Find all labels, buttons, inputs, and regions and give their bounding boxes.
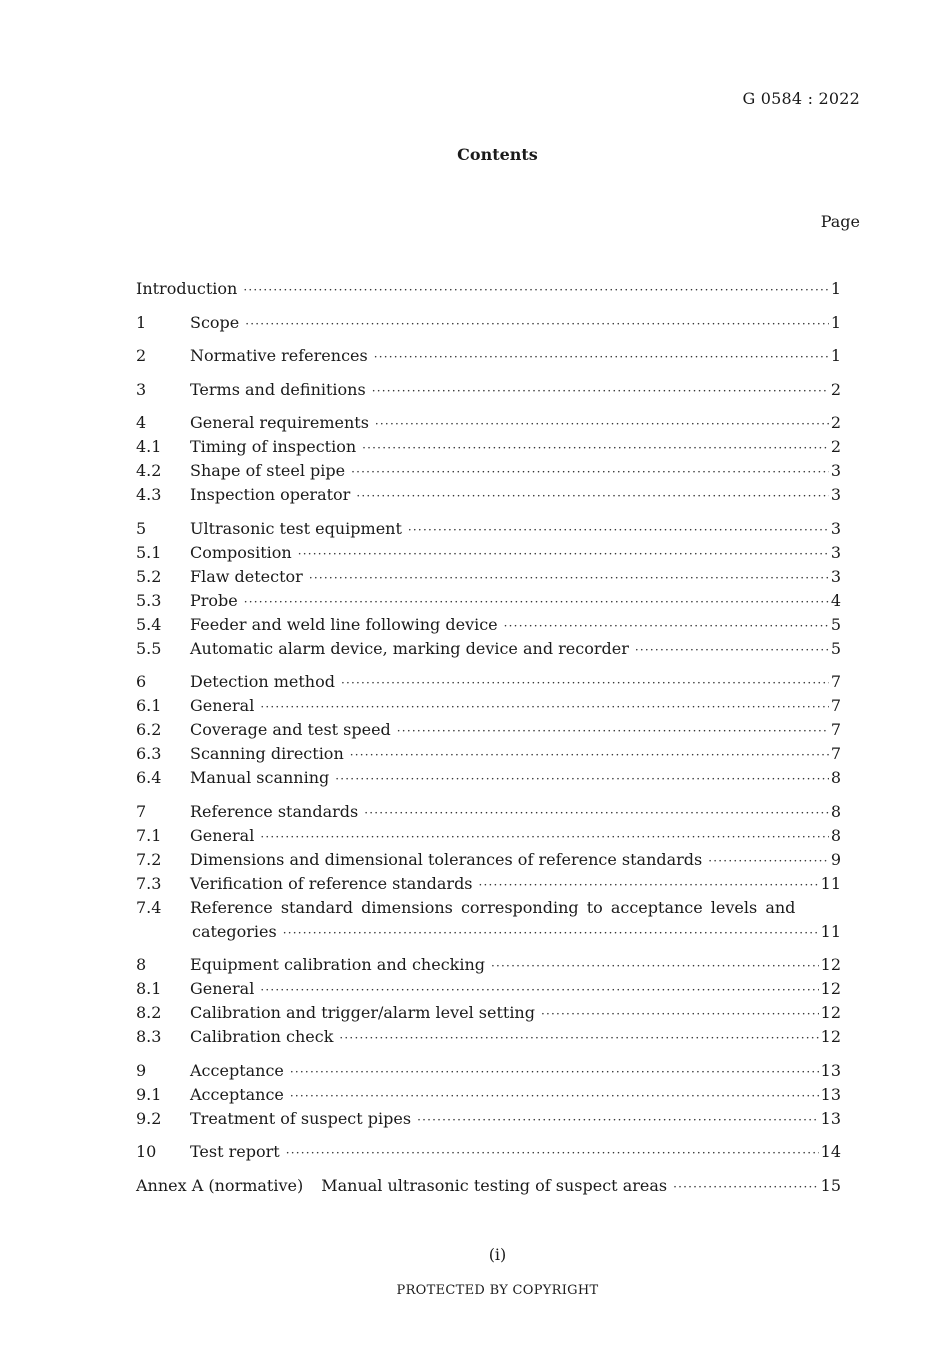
- toc-entry[interactable]: [136, 378, 841, 402]
- toc-entry[interactable]: [136, 896, 841, 944]
- toc-section-number: 6.4: [136, 768, 162, 787]
- toc-page-number: 8: [830, 825, 841, 845]
- toc-entry[interactable]: [136, 411, 841, 435]
- toc-section-title: General requirements: [190, 413, 369, 432]
- toc-leader-dots: [260, 978, 818, 1002]
- toc-section-number: 3: [136, 379, 147, 399]
- toc-leader-dots: [298, 542, 829, 566]
- toc-page-number: 1: [830, 312, 841, 332]
- toc-leader-dots: [417, 1108, 819, 1132]
- toc-leader-dots: [339, 1026, 818, 1050]
- toc-section-number: 8: [136, 955, 147, 974]
- toc-section-title: Terms and definitions: [190, 379, 366, 399]
- toc-page-number: 12: [820, 1003, 841, 1022]
- toc-section-title: General: [190, 979, 255, 998]
- toc-leader-dots: [243, 278, 828, 302]
- toc-section-number: 5.4: [136, 614, 162, 634]
- toc-entry[interactable]: [136, 1001, 841, 1025]
- table-of-contents: [136, 277, 841, 1198]
- toc-page-number: 3: [830, 518, 841, 538]
- toc-page-number: 3: [830, 461, 841, 480]
- toc-section-number: 9: [136, 1060, 147, 1080]
- toc-leader-dots: [283, 921, 819, 945]
- toc-leader-dots: [364, 801, 829, 825]
- toc-section-number: 7.3: [136, 873, 162, 893]
- toc-page-number: 7: [830, 720, 841, 739]
- toc-leader-dots: [491, 954, 819, 978]
- toc-entry[interactable]: [136, 311, 841, 335]
- toc-entry[interactable]: [136, 1025, 841, 1049]
- toc-section-number: 4.1: [136, 437, 162, 456]
- toc-section-title: Feeder and weld line following device: [190, 614, 498, 634]
- toc-section-number: 6.3: [136, 744, 162, 763]
- toc-page-number: 5: [830, 614, 841, 634]
- toc-entry[interactable]: [136, 459, 841, 483]
- toc-leader-dots: [635, 638, 829, 662]
- toc-leader-dots: [290, 1084, 819, 1108]
- toc-page-number: 13: [820, 1060, 841, 1080]
- toc-leader-dots: [335, 767, 829, 791]
- toc-section-title: Verification of reference standards: [190, 873, 473, 893]
- toc-entry[interactable]: [136, 277, 841, 301]
- toc-page-number: 3: [830, 566, 841, 586]
- toc-leader-dots: [244, 590, 829, 614]
- toc-section-title: Acceptance: [190, 1060, 284, 1080]
- toc-page-number: 1: [830, 279, 841, 298]
- toc-section-title: Calibration and trigger/alarm level setting: [190, 1003, 535, 1022]
- toc-entry[interactable]: [136, 1059, 841, 1083]
- toc-leader-dots: [260, 695, 828, 719]
- toc-entry[interactable]: [136, 517, 841, 541]
- toc-section-title: Ultrasonic test equipment: [190, 518, 402, 538]
- toc-section-number: 7.4: [136, 897, 162, 917]
- toc-section-title: Flaw detector: [190, 566, 303, 586]
- toc-section-title: Shape of steel pipe: [190, 461, 346, 480]
- toc-section-title: Reference standard dimensions corresponding to acceptance levels and: [190, 897, 796, 917]
- toc-page-number: 9: [830, 849, 841, 869]
- toc-page-number: 11: [820, 921, 841, 941]
- toc-entry[interactable]: [136, 694, 841, 718]
- toc-entry[interactable]: [136, 848, 841, 872]
- toc-entry[interactable]: [136, 977, 841, 1001]
- toc-section-number: 9.1: [136, 1084, 162, 1104]
- toc-entry[interactable]: [136, 670, 841, 694]
- toc-section-number: 2: [136, 346, 147, 365]
- toc-entry[interactable]: [136, 565, 841, 589]
- toc-section-number: 5.1: [136, 542, 162, 562]
- footer-page-number: (i): [488, 1245, 507, 1264]
- toc-entry[interactable]: [136, 637, 841, 661]
- toc-leader-dots: [341, 671, 829, 695]
- toc-entry[interactable]: [136, 613, 841, 637]
- toc-section-number: 5: [136, 518, 147, 538]
- toc-leader-dots: [350, 743, 829, 767]
- toc-section-number: 6: [136, 672, 147, 691]
- toc-section-title: Coverage and test speed: [190, 720, 391, 739]
- copyright-notice: PROTECTED BY COPYRIGHT: [396, 1283, 599, 1298]
- toc-section-number: 5.3: [136, 590, 162, 610]
- toc-page-number: 3: [830, 485, 841, 504]
- toc-page-number: 12: [820, 955, 841, 974]
- toc-section-number: 7.2: [136, 849, 162, 869]
- toc-leader-dots: [408, 518, 829, 542]
- toc-entry[interactable]: [136, 742, 841, 766]
- page-column-label: Page: [820, 212, 860, 231]
- toc-leader-dots: [309, 566, 829, 590]
- toc-page-number: 2: [830, 413, 841, 432]
- toc-section-number: 6.1: [136, 696, 162, 715]
- toc-section-title: Timing of inspection: [190, 437, 357, 456]
- toc-leader-dots: [260, 825, 828, 849]
- toc-entry[interactable]: [136, 483, 841, 507]
- toc-section-number: 8.3: [136, 1027, 162, 1046]
- toc-section-title: Acceptance: [190, 1084, 284, 1104]
- toc-section-number: 4.2: [136, 461, 162, 480]
- toc-page-number: 12: [820, 979, 841, 998]
- toc-entry[interactable]: [136, 824, 841, 848]
- toc-section-title: Introduction: [136, 279, 238, 298]
- toc-entry[interactable]: [136, 541, 841, 565]
- toc-section-number: 5.5: [136, 638, 162, 658]
- toc-page-number: 1: [830, 346, 841, 365]
- toc-entry[interactable]: [136, 1083, 841, 1107]
- toc-page-number: 12: [820, 1027, 841, 1046]
- toc-leader-dots: [374, 345, 829, 369]
- toc-page-number: 8: [830, 768, 841, 787]
- toc-section-number: 6.2: [136, 720, 162, 739]
- document-id: G 0584 : 2022: [742, 89, 860, 108]
- toc-leader-dots: [286, 1141, 819, 1165]
- toc-section-number: 7.1: [136, 825, 162, 845]
- toc-page-number: 3: [830, 542, 841, 562]
- toc-leader-dots: [673, 1175, 819, 1199]
- annex-title: Manual ultrasonic testing of suspect areas: [321, 1175, 668, 1195]
- toc-leader-dots: [351, 460, 829, 484]
- toc-leader-dots: [372, 379, 829, 403]
- toc-section-number: 8.2: [136, 1003, 162, 1022]
- toc-leader-dots: [245, 312, 829, 336]
- toc-entry[interactable]: [136, 589, 841, 613]
- toc-leader-dots: [290, 1060, 819, 1084]
- toc-page-number: 15: [820, 1175, 841, 1195]
- toc-section-number: 4.3: [136, 485, 162, 504]
- toc-section-number: 1: [136, 312, 147, 332]
- toc-entry[interactable]: [136, 872, 841, 896]
- toc-leader-dots: [479, 873, 819, 897]
- toc-page-number: 13: [820, 1108, 841, 1128]
- toc-section-title: Equipment calibration and checking: [190, 955, 486, 974]
- toc-leader-dots: [708, 849, 829, 873]
- toc-page-number: 7: [830, 696, 841, 715]
- toc-page-number: 4: [830, 590, 841, 610]
- toc-page-number: 2: [830, 379, 841, 399]
- toc-leader-dots: [504, 614, 829, 638]
- toc-entry[interactable]: [136, 1140, 841, 1164]
- toc-section-title: Manual scanning: [190, 768, 330, 787]
- toc-annex-entry[interactable]: [136, 1174, 841, 1198]
- toc-leader-dots: [375, 412, 829, 436]
- toc-section-number: 4: [136, 413, 147, 432]
- toc-entry[interactable]: [136, 953, 841, 977]
- toc-section-number: 9.2: [136, 1108, 162, 1128]
- toc-section-number: 8.1: [136, 979, 162, 998]
- toc-leader-dots: [362, 436, 829, 460]
- toc-page-number: 8: [830, 801, 841, 821]
- toc-section-title-continued: categories: [192, 921, 277, 941]
- toc-section-number: 10: [136, 1142, 157, 1161]
- toc-entry[interactable]: [136, 1107, 841, 1131]
- toc-section-title: Dimensions and dimensional tolerances of reference standards: [190, 849, 703, 869]
- toc-page-number: 5: [830, 638, 841, 658]
- toc-section-title: Scanning direction: [190, 744, 344, 763]
- toc-section-number: 7: [136, 801, 147, 821]
- toc-page-number: 13: [820, 1084, 841, 1104]
- toc-entry[interactable]: [136, 766, 841, 790]
- toc-section-title: General: [190, 696, 255, 715]
- toc-section-title: Calibration check: [190, 1027, 334, 1046]
- toc-entry[interactable]: [136, 344, 841, 368]
- toc-page-number: 7: [830, 744, 841, 763]
- toc-entry[interactable]: [136, 435, 841, 459]
- toc-page-number: 2: [830, 437, 841, 456]
- toc-section-title: Reference standards: [190, 801, 359, 821]
- annex-label: Annex A (normative): [136, 1175, 304, 1195]
- toc-section-title: General: [190, 825, 255, 845]
- toc-section-title: Inspection operator: [190, 485, 351, 504]
- toc-section-title: Normative references: [190, 346, 368, 365]
- toc-page-number: 7: [830, 672, 841, 691]
- toc-leader-dots: [397, 719, 829, 743]
- toc-page-number: 11: [820, 873, 841, 893]
- toc-entry[interactable]: [136, 800, 841, 824]
- toc-page-number: 14: [820, 1142, 841, 1161]
- toc-entry[interactable]: [136, 718, 841, 742]
- toc-leader-dots: [541, 1002, 819, 1026]
- toc-section-title: Test report: [190, 1142, 280, 1161]
- toc-section-title: Automatic alarm device, marking device and recorder: [190, 638, 629, 658]
- toc-section-title: Scope: [190, 312, 240, 332]
- toc-section-title: Treatment of suspect pipes: [190, 1108, 412, 1128]
- toc-section-title: Probe: [190, 590, 238, 610]
- page-title: Contents: [457, 145, 538, 164]
- toc-section-title: Detection method: [190, 672, 335, 691]
- toc-section-number: 5.2: [136, 566, 162, 586]
- toc-leader-dots: [356, 484, 828, 508]
- toc-section-title: Composition: [190, 542, 292, 562]
